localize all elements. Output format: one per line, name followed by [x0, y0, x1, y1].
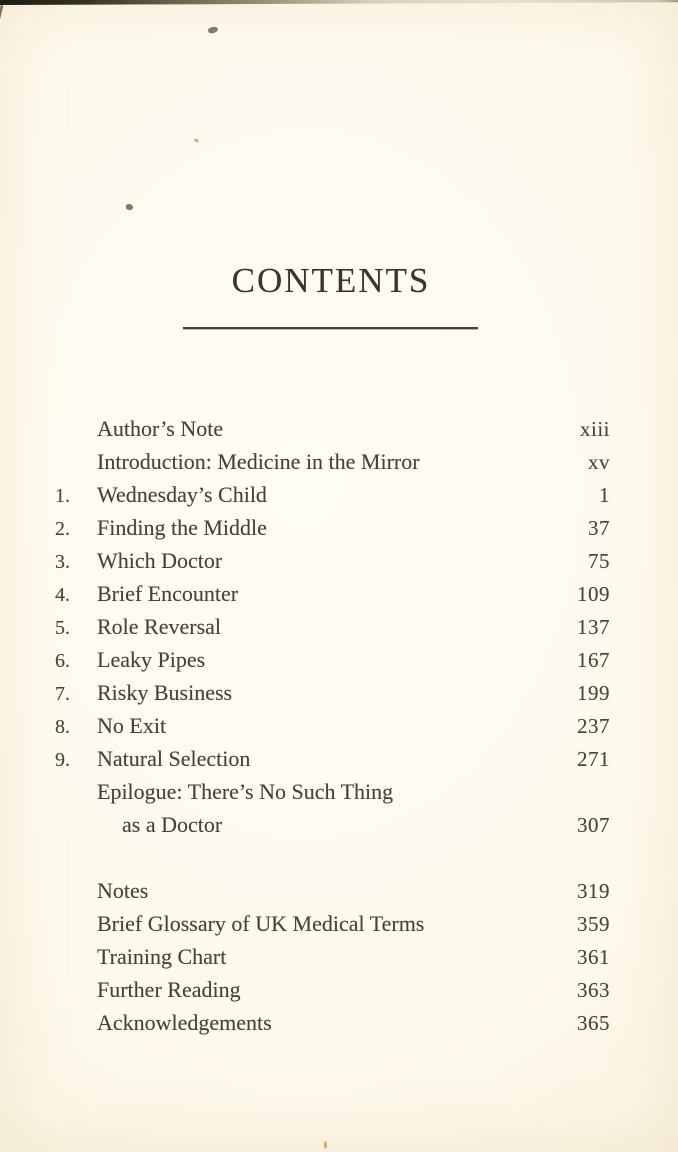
toc-row [55, 610, 610, 643]
toc-row [55, 940, 610, 973]
entry-title: Brief Glossary of UK Medical Terms [97, 911, 425, 936]
entry-page-number: 199 [577, 681, 610, 705]
entry-title: Notes [97, 878, 149, 903]
toc-row [55, 907, 610, 940]
toc-row [55, 544, 610, 577]
toc-row [55, 577, 610, 610]
chapter-number: 4. [55, 584, 70, 606]
entry-page-number: 361 [577, 945, 610, 969]
entry-page-number: xv [588, 450, 610, 474]
entry-title: Brief Encounter [97, 581, 239, 606]
toc-row [55, 973, 610, 1006]
entry-page-number: 365 [577, 1011, 610, 1035]
page-title: CONTENTS [231, 261, 431, 300]
entry-title: as a Doctor [122, 812, 223, 837]
chapter-number: 6. [55, 650, 70, 672]
entry-title: Wednesday’s Child [97, 482, 267, 507]
entry-title: Role Reversal [97, 614, 222, 639]
entry-page-number: 307 [577, 813, 610, 837]
entry-title: Natural Selection [97, 746, 251, 771]
toc-row [55, 412, 610, 445]
entry-title: Which Doctor [97, 548, 223, 573]
entry-title: Acknowledgements [97, 1010, 272, 1035]
scan-speck [194, 138, 200, 143]
title-rule [183, 327, 478, 329]
entry-title: Further Reading [97, 977, 241, 1002]
toc-row [55, 643, 610, 676]
scan-corner-mark [0, 5, 15, 44]
entry-title: Leaky Pipes [97, 647, 206, 672]
entry-title: Author’s Note [97, 416, 224, 441]
chapter-number: 2. [55, 518, 70, 540]
entry-page-number: 167 [577, 648, 610, 672]
entry-title: Training Chart [97, 944, 227, 969]
toc-row [55, 676, 610, 709]
entry-page-number: 237 [577, 714, 610, 738]
entry-page-number: 75 [588, 549, 610, 573]
scan-speck [324, 1141, 327, 1149]
entry-page-number: 1 [599, 483, 610, 507]
scan-speck [126, 204, 133, 210]
entry-page-number: 137 [577, 615, 610, 639]
toc-row [55, 478, 610, 511]
toc-list [55, 412, 610, 1039]
scan-top-edge-artifact [0, 0, 678, 5]
toc-row [55, 511, 610, 544]
toc-row [55, 445, 610, 478]
toc-row [55, 808, 610, 841]
chapter-number: 7. [55, 683, 70, 705]
entry-page-number: 319 [577, 879, 610, 903]
entry-title: Introduction: Medicine in the Mirror [97, 449, 420, 474]
entry-page-number: 271 [577, 747, 610, 771]
entry-title: Finding the Middle [97, 515, 267, 540]
toc-row [55, 1006, 610, 1039]
title-block [0, 261, 662, 301]
entry-title: No Exit [97, 713, 167, 738]
chapter-number: 1. [55, 485, 70, 507]
toc-row [55, 775, 610, 808]
entry-page-number: 37 [588, 516, 610, 540]
chapter-number: 8. [55, 716, 70, 738]
entry-page-number: 109 [577, 582, 610, 606]
chapter-number: 3. [55, 551, 70, 573]
scan-speck [207, 26, 218, 35]
chapter-number: 9. [55, 749, 70, 771]
toc-row [55, 874, 610, 907]
toc-row [55, 709, 610, 742]
entry-page-number: xiii [579, 417, 610, 441]
entry-page-number: 359 [577, 912, 610, 936]
entry-title: Risky Business [97, 680, 233, 705]
toc-row [55, 742, 610, 775]
entry-page-number: 363 [577, 978, 610, 1002]
chapter-number: 5. [55, 617, 70, 639]
entry-title: Epilogue: There’s No Such Thing [97, 779, 394, 804]
